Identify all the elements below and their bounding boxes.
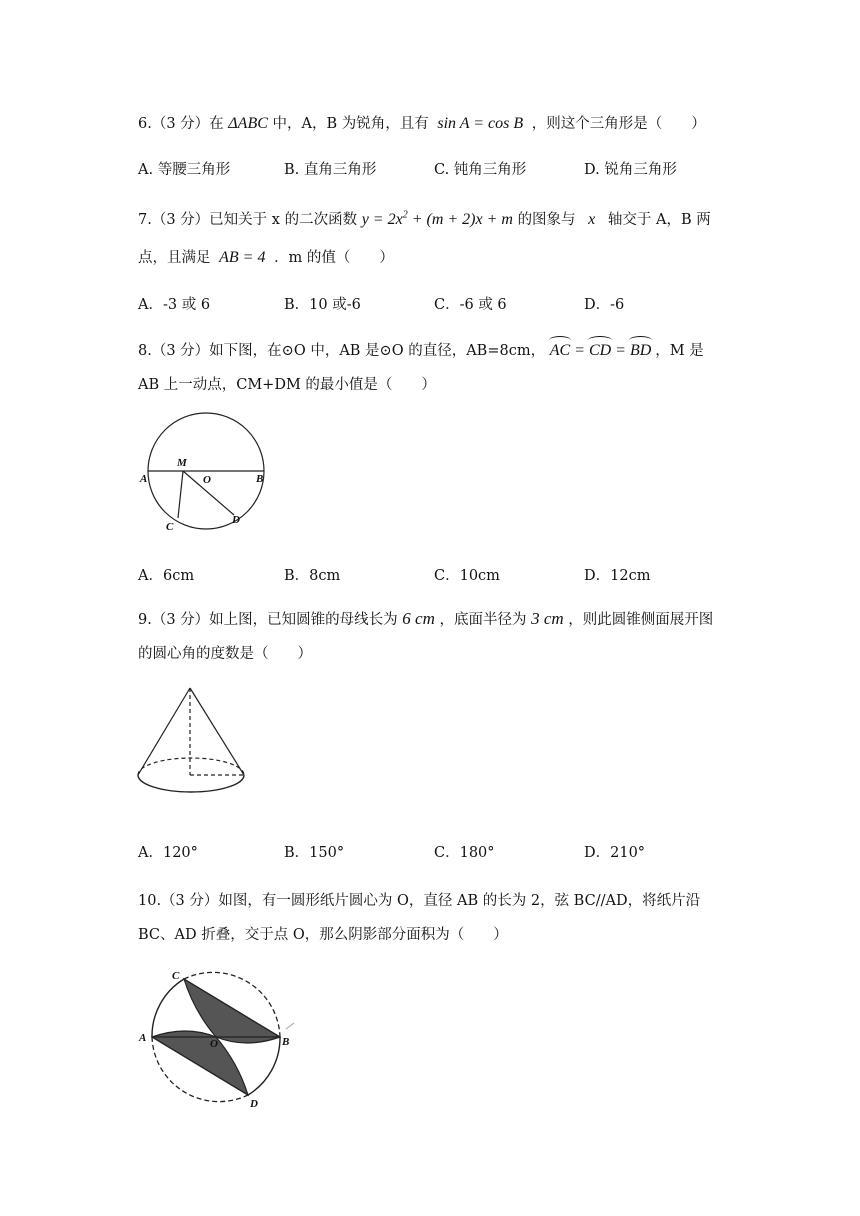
q9-stem-line2: 的圆心角的度数是（ ）	[138, 646, 312, 662]
q6-stem: 6.（3 分）在 ΔABC 中，A，B 为锐角，且有 sin A = cos B ，则这个三角形是（ ）	[138, 115, 706, 132]
q7-option-d: D．-6	[584, 297, 625, 313]
q8-stem-line1: 8.（3 分）如下图，在⊙O 中，AB 是⊙O 的直径，AB=8cm， AC = CD = BD ，M 是	[138, 342, 704, 359]
q9-option-a: A．120°	[138, 845, 198, 861]
q6-option-b: B. 直角三角形	[284, 162, 377, 178]
q9-stem-line1: 9.（3 分）如上图，已知圆锥的母线长为 6 cm ，底面半径为 3 cm ，则此圆锥侧面展开图	[138, 609, 714, 628]
q9-cone-figure	[134, 685, 250, 805]
q8-option-a: A．6cm	[138, 568, 195, 584]
q10-solid-arc-left	[152, 979, 184, 1037]
q8-option-d: D．12cm	[584, 568, 651, 584]
q8-label-d: D	[232, 514, 240, 526]
q8-arc-equation: AC = CD = BD	[549, 342, 652, 359]
q6-option-c: C. 钝角三角形	[434, 162, 527, 178]
q6-triangle: ΔABC	[228, 115, 268, 132]
q8-option-c: C．10cm	[434, 568, 500, 584]
q9-option-c: C．180°	[434, 845, 495, 861]
q8-label-o: O	[203, 474, 211, 486]
q6-option-a: A. 等腰三角形	[138, 162, 231, 178]
q10-label-c: C	[172, 970, 180, 982]
q10-label-b: B	[282, 1036, 290, 1048]
q8-label-c: C	[166, 521, 174, 533]
q7-stem-line1: 7.（3 分）已知关于 x 的二次函数 $y = 2x^2 + (m + 2)x + m$ 的图象与 x 轴交于 A，B 两	[138, 209, 711, 228]
q9-cone-left-slant	[138, 688, 190, 775]
q7-stem-line2: 点，且满足 AB = 4 ．m 的值（ ）	[138, 249, 394, 266]
q9-option-b: B．150°	[284, 845, 345, 861]
q8-label-m: M	[177, 457, 187, 469]
q10-solid-arc-right	[248, 1037, 280, 1095]
q8-stem-line2: AB 上一动点，CM+DM 的最小值是（ ）	[138, 377, 436, 393]
q9-option-d: D．210°	[584, 845, 646, 861]
q10-stem-line1: 10.（3 分）如图，有一圆形纸片圆心为 O，直径 AB 的长为 2，弦 BC//AD，将纸片沿	[138, 893, 701, 909]
q8-option-b: B．8cm	[284, 568, 341, 584]
q6-option-d: D. 锐角三角形	[584, 162, 677, 178]
q10-label-a: A	[139, 1032, 147, 1044]
q10-tick-mark	[286, 1023, 294, 1029]
q8-segment-mc	[178, 471, 183, 518]
q8-label-b: B	[256, 473, 264, 485]
q7-option-c: C．-6 或 6	[434, 297, 507, 313]
q10-folded-circle-figure	[136, 965, 311, 1110]
q10-label-d: D	[250, 1098, 258, 1110]
q9-cone-base-back	[138, 758, 244, 775]
q10-stem-line2: BC、AD 折叠，交于点 O，那么阴影部分面积为（ ）	[138, 927, 508, 943]
q9-cone-base-front	[138, 775, 244, 792]
q7-option-a: A．-3 或 6	[138, 297, 211, 313]
q8-circle-figure	[136, 410, 286, 540]
q9-cone-right-slant	[190, 688, 244, 775]
q6-formula: sin A = cos B	[437, 115, 524, 132]
q10-label-o: O	[210, 1038, 218, 1050]
q7-function: $y = 2x^2 + (m + 2)x + m$	[361, 209, 513, 228]
q8-label-a: A	[140, 473, 148, 485]
q7-option-b: B．10 或-6	[284, 297, 361, 313]
